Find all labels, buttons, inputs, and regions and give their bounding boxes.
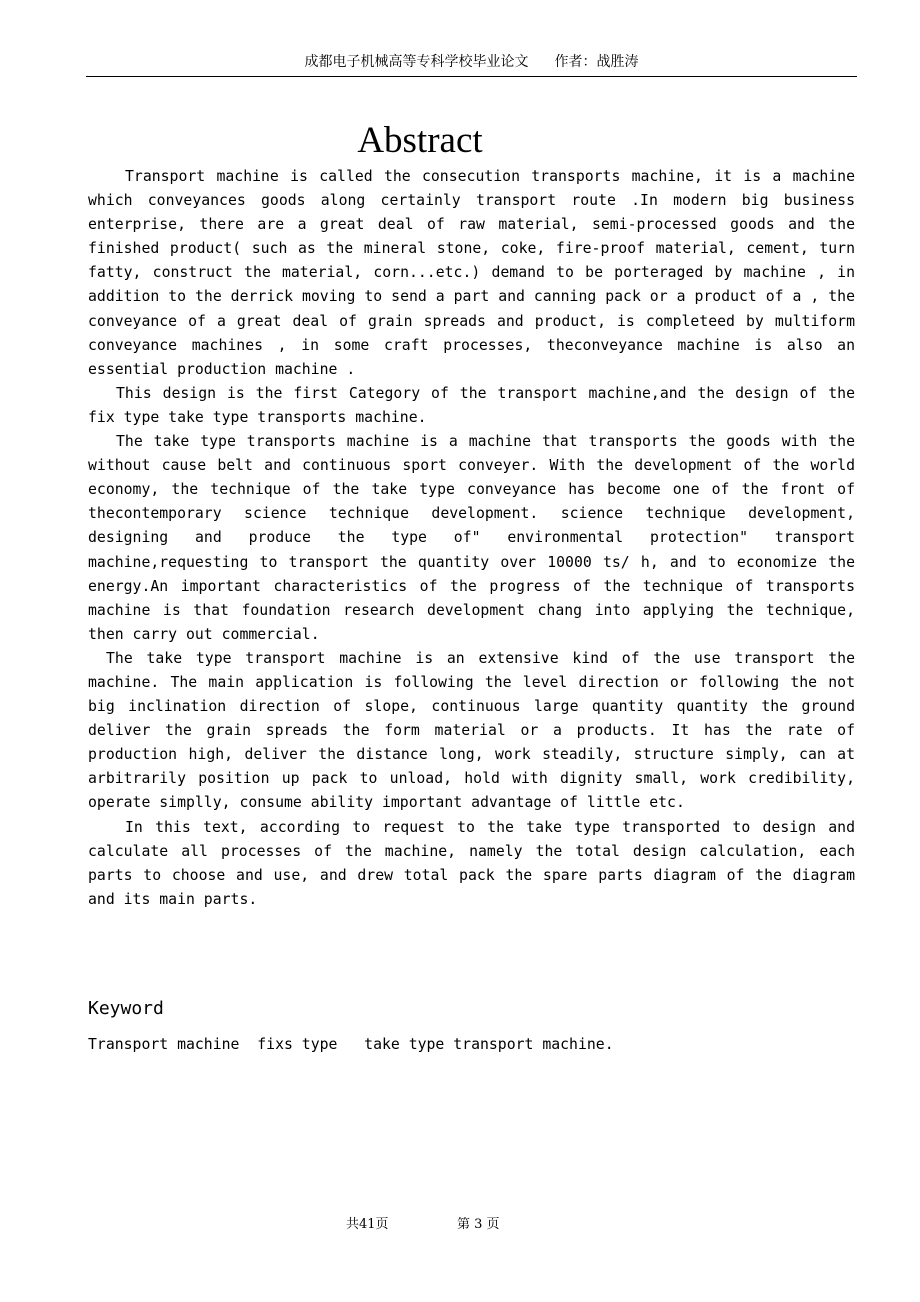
keyword-heading: Keyword: [88, 998, 164, 1019]
abstract-paragraph-2: This design is the first Category of the transport machine,and the design of the fix type take type transports machine.: [88, 384, 855, 426]
abstract-paragraph-4: The take type transport machine is an extensive kind of the use transport the machine. The main application is following the level direction or following the not big inclination direction of slope, continuous large quantity quantity the ground deliver the grain spreads the form material or a products. It has the rate of production high, deliver the distance long, work steadily, structure simply, can at arbitrarily position up pack to unload, hold with dignity small, work credibility, operate simplly, consume ability important advantage of little etc.: [88, 649, 855, 812]
footer-current-page: 第 3 页: [457, 1217, 500, 1232]
abstract-paragraph-3: The take type transports machine is a machine that transports the goods with the without cause belt and continuous sport conveyer. With the development of the world economy, the technique of the take type conveyance has become one of the front of thecontemporary science technique development. science technique development, designing and produce the type of" environmental protection" transport machine,requesting to transport the quantity over 10000 ts/ h, and to economize the energy.An important characteristics of the progress of the technique of transports machine is that foundation research development chang into applying the technique, then carry out commercial.: [88, 433, 855, 643]
abstract-paragraph-1: Transport machine is called the consecution transports machine, it is a machine which conveyances goods along certainly transport route .In modern big business enterprise, there are a great deal of raw material, semi-processed goods and the finished product( such as the mineral stone, coke, fire-proof material, cement, turn fatty, construct the material, corn...etc.) demand to be porteraged by machine , in addition to the derrick moving to send a part and canning pack or a product of a , the conveyance of a great deal of grain spreads and product, is completeed by multiform conveyance machines , in some craft processes, theconveyance machine is also an essential production machine .: [88, 168, 855, 378]
keyword-text: Transport machine fixs type take type transport machine.: [88, 1036, 614, 1053]
abstract-title: Abstract: [357, 120, 483, 161]
page-header: [86, 52, 857, 77]
footer-total-pages: 共41页: [346, 1217, 389, 1232]
header-author: 作者：战胜涛: [554, 54, 639, 70]
header-school: 成都电子机械高等专科学校毕业论文: [304, 54, 529, 70]
abstract-body: [88, 165, 855, 912]
abstract-paragraph-5: In this text, according to request to the take type transported to design and calculate all processes of the machine, namely the total design calculation, each parts to choose and use, and drew total pack the spare parts diagram of the diagram and its main parts.: [88, 818, 855, 908]
